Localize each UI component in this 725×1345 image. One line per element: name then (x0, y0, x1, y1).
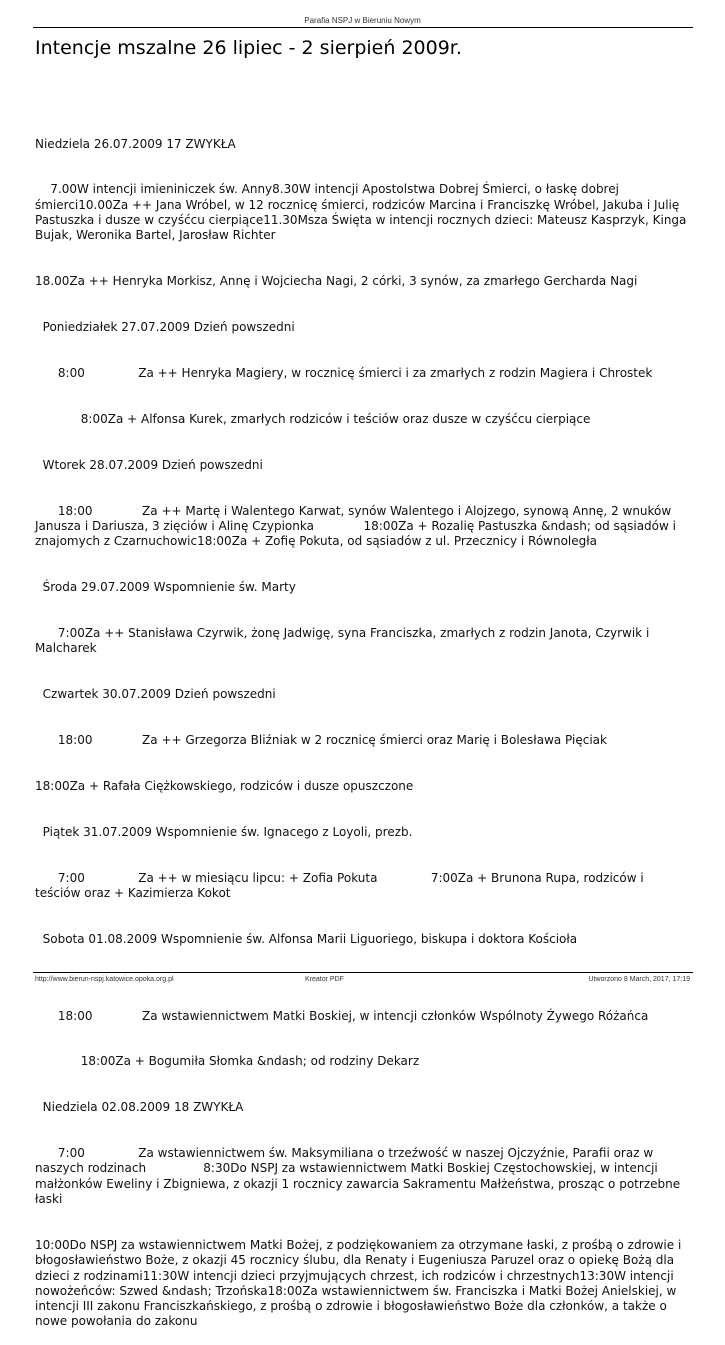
body-line: 7:00Za ++ Stanisława Czyrwik, żonę Jadwigę, syna Franciszka, zmarłych z rodzin Janota, Czyrwik i Malcharek (35, 626, 654, 656)
body-line: 10:00Do NSPJ za wstawiennictwem Matki Bożej, z podziękowaniem za otrzymane łaski, z prośbą o zdrowie i błogosławieństwo Boże, z okazji 45 rocznicy ślubu, dla Renaty i Eugeniusza Paruzel oraz o opiekę Bożą dla dzieci z rodzinami11:30W intencji dzieci przyjmujących chrzest, ich rodziców i chrzestnych13:30W intencji nowożeńców: Szwed &ndash; Trzońska18:00Za wstawiennictwem św. Franciszka i Matki Bożej Anielskiej, w intencji III zakonu Franciszkańskiego, z prośbą o zdrowie i błogosławieństwo Boże dla członków, a także o nowe powołania do zakonu (35, 1237, 686, 1329)
body-line: 18.00Za ++ Henryka Morkisz, Annę i Wojciecha Nagi, 2 córki, 3 synów, za zmarłego Gercharda Nagi (35, 274, 638, 289)
body-line: Poniedziałek 27.07.2009 Dzień powszedni (35, 320, 295, 335)
body-line: Środa 29.07.2009 Wspomnienie św. Marty (35, 580, 296, 595)
body-line: 18:00Za + Bogumiła Słomka &ndash; od rodziny Dekarz (35, 1054, 420, 1069)
body-line: 7.00W intencji imieniniczek św. Anny8.30W intencji Apostolstwa Dobrej Śmierci, o łaskę dobrej śmierci10.00Za ++ Jana Wróbel, w 12 rocznicę śmierci, rodziców Marcina i Franciszkę Wróbel, Jakuba i Julię Pastuszka i dusze w czyśćcu cierpiące11.30Msza Święta w intencji rocznych dzieci: Mateusz Kasprzyk, Kinga Bujak, Weronika Bartel, Jarosław Richter (35, 182, 691, 243)
body-line: Niedziela 26.07.2009 17 ZWYKŁA (35, 136, 236, 151)
body-line: 8:00Za + Alfonsa Kurek, zmarłych rodziców i teściów oraz dusze w czyśćcu cierpiące (35, 411, 591, 426)
footer-created: Utworzono 8 March, 2017, 17:19 (588, 976, 690, 983)
body-line: Czwartek 30.07.2009 Dzień powszedni (35, 687, 276, 702)
body-line: 8:00 Za ++ Henryka Magiery, w rocznicę śmierci i za zmarłych z rodzin Magiera i Chrostek (35, 366, 653, 381)
body-line: Sobota 01.08.2009 Wspomnienie św. Alfonsa Marii Liguoriego, biskupa i doktora Kościoła (35, 932, 578, 947)
page-title: Intencje mszalne 26 lipiec - 2 sierpień 2009r. (35, 37, 462, 59)
page-footer (35, 976, 690, 986)
body-line: 18:00 Za ++ Grzegorza Bliźniak w 2 rocznicę śmierci oraz Marię i Bolesława Pięciak (35, 733, 607, 748)
body-line: 7:00 Za wstawiennictwem św. Maksymiliana o trzeźwość w naszej Ojczyźnie, Parafii oraz w naszych rodzinach 8:30Do NSPJ za wstawiennictwem Matki Boskiej Częstochowskiej, w intencji małżonków Eweliny i Zbigniewa, z okazji 1 rocznicy zawarcia Sakramentu Małżeństwa, prosząc o potrzebne łaski (35, 1146, 684, 1207)
footer-url: http://www.bierun-nspj.katowice.opoka.org.pl (35, 976, 174, 983)
footer-generator: Kreator PDF (305, 976, 344, 983)
body-line: 18:00 Za wstawiennictwem Matki Boskiej, w intencji członków Wspólnoty Żywego Różańca (35, 1008, 649, 1023)
body-line: 7:00 Za ++ w miesiącu lipcu: + Zofia Pokuta 7:00Za + Brunona Rupa, rodziców i teściów oraz + Kazimierza Kokot (35, 870, 648, 901)
body-line: 18:00Za + Rafała Ciężkowskiego, rodziców i dusze opuszczone (35, 779, 414, 794)
header-divider (33, 27, 693, 28)
page-header: Parafia NSPJ w Bieruniu Nowym (304, 16, 421, 25)
body-line: Wtorek 28.07.2009 Dzień powszedni (35, 457, 263, 472)
body-line: Piątek 31.07.2009 Wspomnienie św. Ignacego z Loyoli, prezb. (35, 824, 413, 839)
body-line: Niedziela 02.08.2009 18 ZWYKŁA (35, 1100, 244, 1115)
footer-divider (33, 972, 693, 973)
body-line: 18:00 Za ++ Martę i Walentego Karwat, synów Walentego i Alojzego, synową Annę, 2 wnuków Janusza i Dariusza, 3 zięciów i Alinę Czypionka 18:00Za + Rozalię Pastuszka &ndash; od sąsiadów i znajomych z Czarnuchowic18:00Za + Zofię Pokuta, od sąsiadów z ul. Przecznicy i Równoległa (35, 503, 680, 549)
intentions-body (35, 106, 691, 1345)
